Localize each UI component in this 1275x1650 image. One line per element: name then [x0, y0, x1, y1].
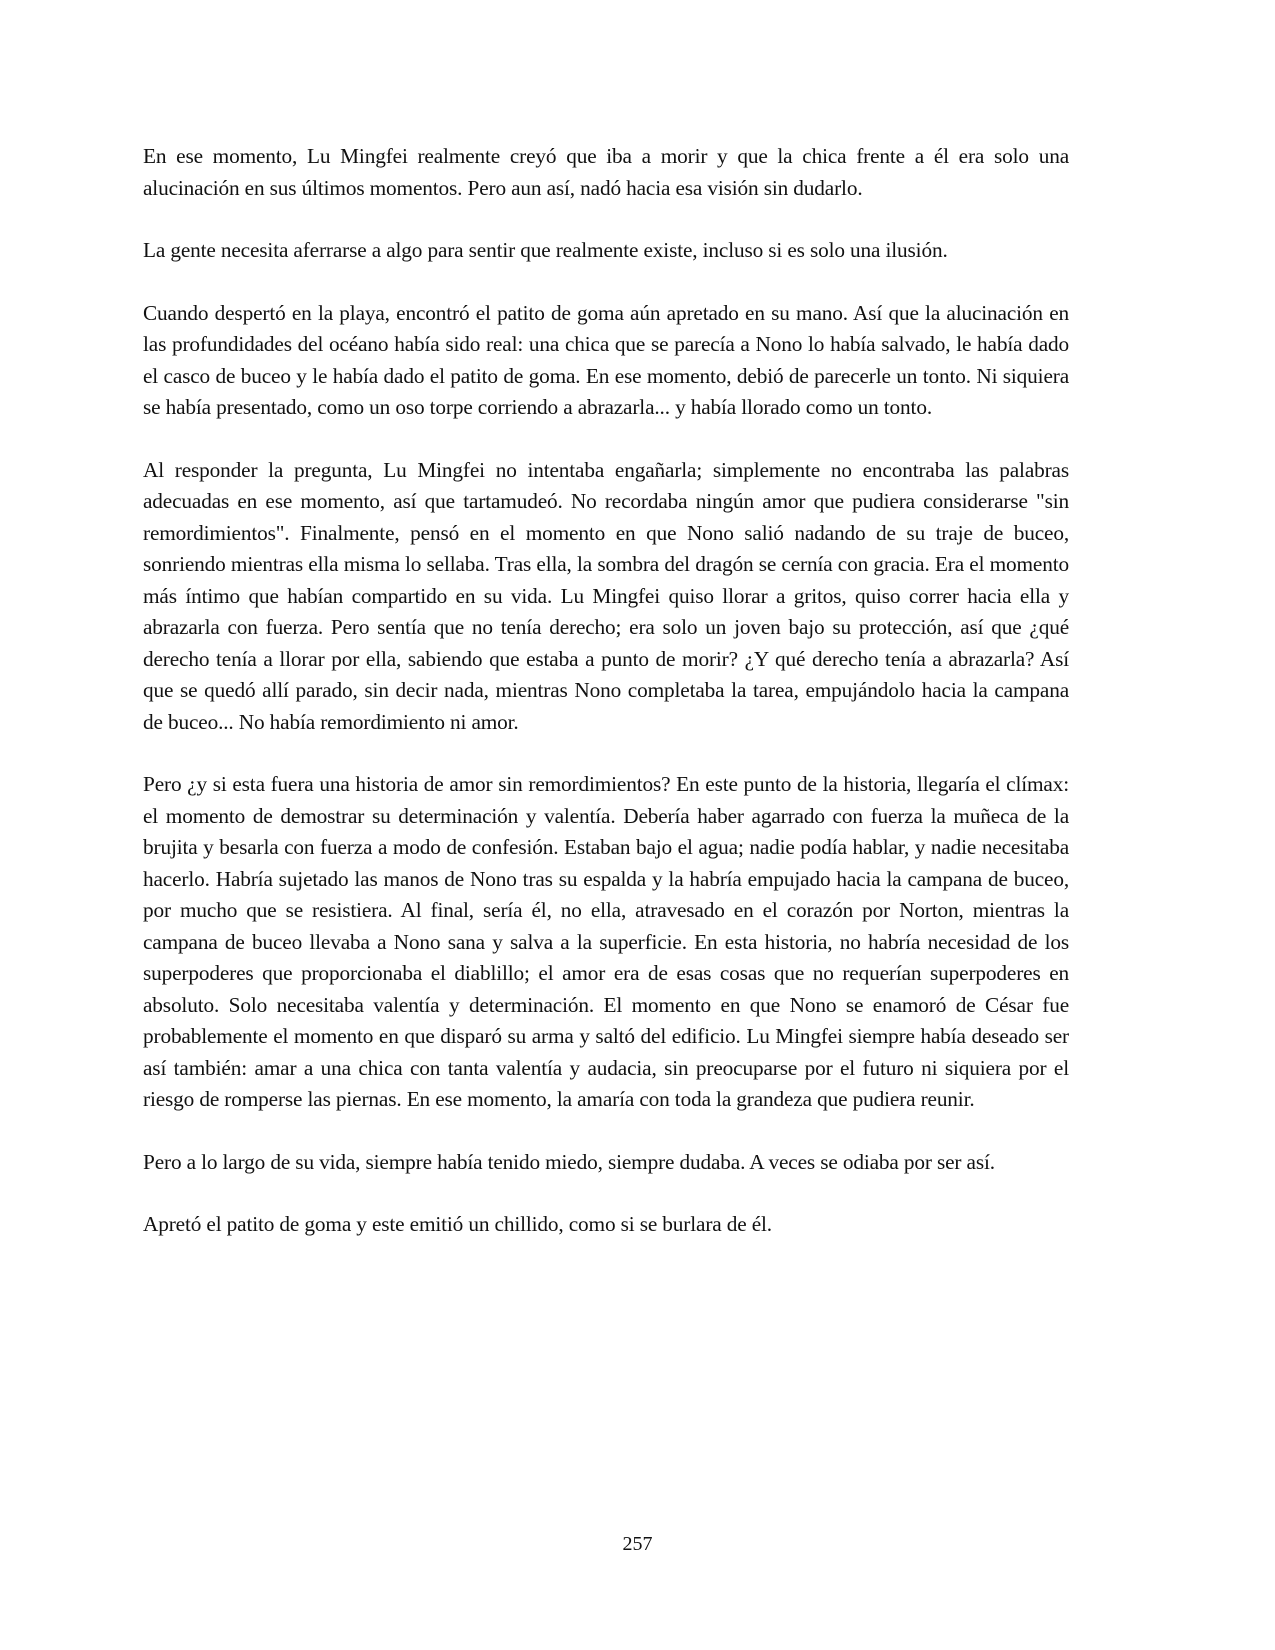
- paragraph-2: La gente necesita aferrarse a algo para sentir que realmente existe, incluso si es solo una ilusión.: [143, 238, 948, 262]
- page-number: 257: [622, 1533, 653, 1555]
- paragraph-1: En ese momento, Lu Mingfei realmente creyó que iba a morir y que la chica frente a él era solo una alucinación en sus últimos momentos. Pero aun así, nadó hacia esa visión sin dudarlo.: [143, 144, 1069, 200]
- paragraph-7: Apretó el patito de goma y este emitió un chillido, como si se burlara de él.: [143, 1212, 772, 1236]
- paragraph-4: Al responder la pregunta, Lu Mingfei no intentaba engañarla; simplemente no encontraba las palabras adecuadas en ese momento, así que tartamudeó. No recordaba ningún amor que pudiera considerarse "sin remordimientos". Finalmente, pensó en el momento en que Nono salió nadando de su traje de buceo, sonriendo mientras ella misma lo sellaba. Tras ella, la sombra del dragón se cernía con gracia. Era el momento más íntimo que habían compartido en su vida. Lu Mingfei quiso llorar a gritos, quiso correr hacia ella y abrazarla con fuerza. Pero sentía que no tenía derecho; era solo un joven bajo su protección, así que ¿qué derecho tenía a llorar por ella, sabiendo que estaba a punto de morir? ¿Y qué derecho tenía a abrazarla? Así que se quedó allí parado, sin decir nada, mientras Nono completaba la tarea, empujándolo hacia la campana de buceo... No había remordimiento ni amor.: [143, 457, 1069, 734]
- paragraph-6: Pero a lo largo de su vida, siempre había tenido miedo, siempre dudaba. A veces se odiaba por ser así.: [143, 1149, 995, 1174]
- paragraph-3: Cuando despertó en la playa, encontró el patito de goma aún apretado en su mano. Así que la alucinación en las profundidades del océano había sido real: una chica que se parecía a Nono lo había salvado, le había dado el casco de buceo y le había dado el patito de goma. En ese momento, debió de parecerle un tonto. Ni siquiera se había presentado, como un oso torpe corriendo a abrazarla... y había llorado como un tonto.: [143, 300, 1069, 419]
- paragraph-5: Pero ¿y si esta fuera una historia de amor sin remordimientos? En este punto de la historia, llegaría el clímax: el momento de demostrar su determinación y valentía. Debería haber agarrado con fuerza la muñeca de la brujita y besarla con fuerza a modo de confesión. Estaban bajo el agua; nadie podía hablar, y nadie necesitaba hacerlo. Habría sujetado las manos de Nono tras su espalda y la habría empujado hacia la campana de buceo, por mucho que se resistiera. Al final, sería él, no ella, atravesado en el corazón por Norton, mientras la campana de buceo llevaba a Nono sana y salva a la superficie. En esta historia, no habría necesidad de los superpoderes que proporcionaba el diablillo; el amor era de esas cosas que no requerían superpoderes en absoluto. Solo necesitaba valentía y determinación. El momento en que Nono se enamoró de César fue probablemente el momento en que disparó su arma y saltó del edificio. Lu Mingfei siempre había deseado ser así también: amar a una chica con tanta valentía y audacia, sin preocuparse por el futuro ni siquiera por el riesgo de romperse las piernas. En ese momento, la amaría con toda la grandeza que pudiera reunir.: [143, 772, 1069, 1111]
- page-body: [143, 141, 1069, 1272]
